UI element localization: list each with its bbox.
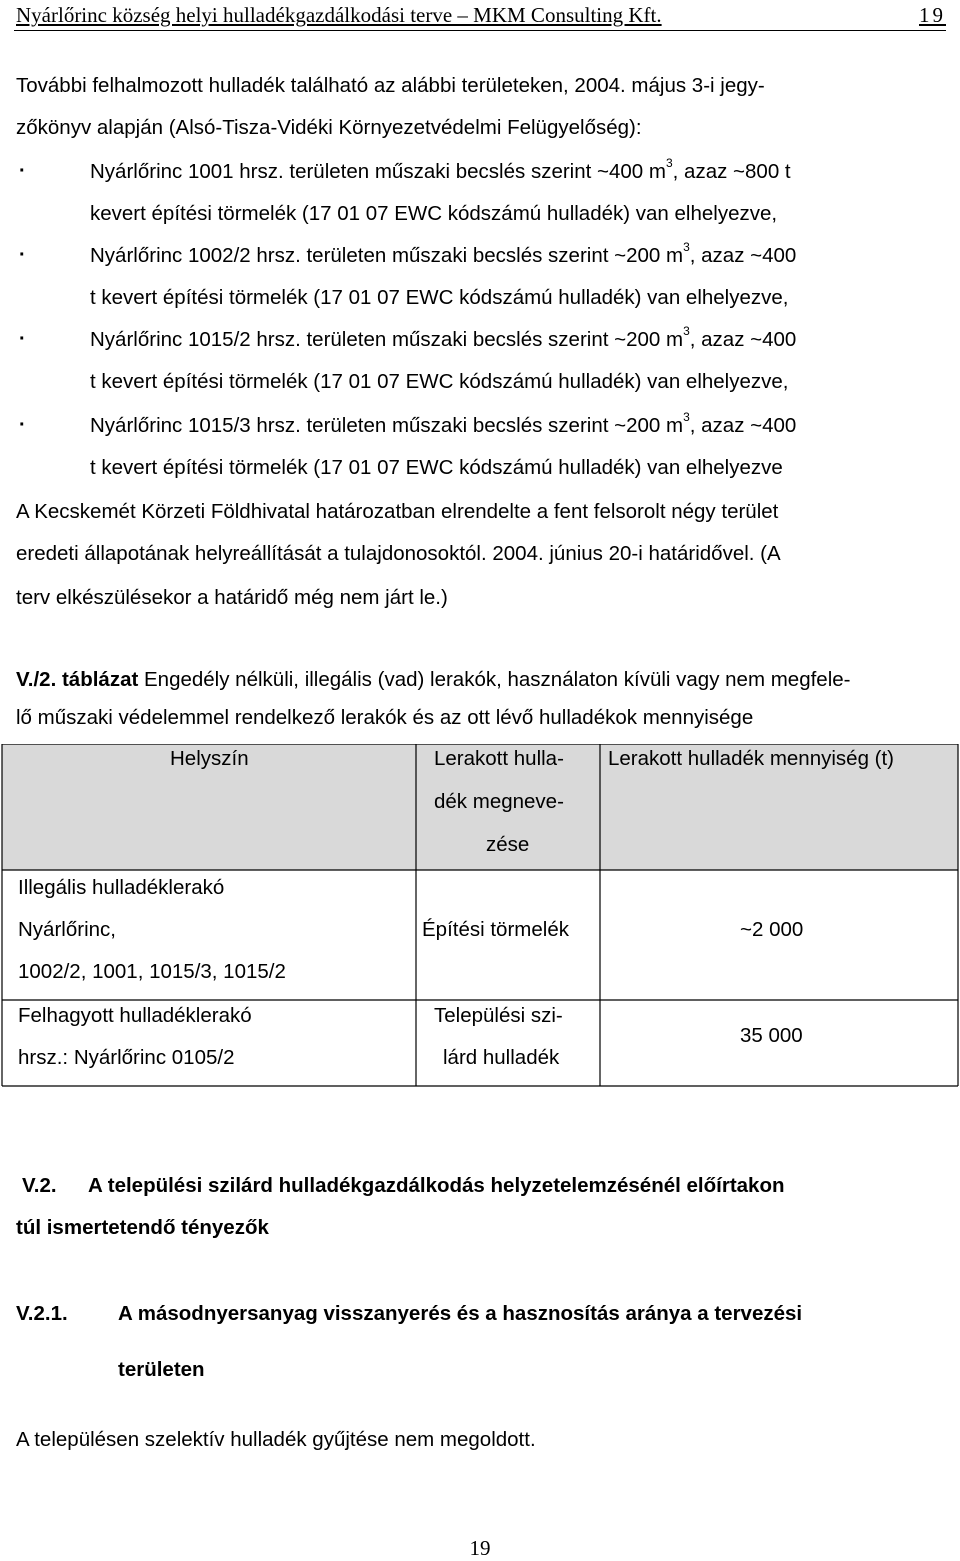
table-header-quantity: Lerakott hulladék mennyiség (t) — [608, 747, 895, 770]
table-header-waste-name-line-1: Lerakott hulla- — [434, 747, 564, 770]
table-caption-line-2: lő műszaki védelemmel rendelkező lerakók és az ott lévő hulladékok mennyisége — [16, 706, 754, 729]
table-row-1-location-line-2: Nyárlőrinc, — [18, 918, 116, 941]
section-v21-title-line-1: A másodnyersanyag visszanyerés és a hasznosítás aránya a tervezési — [118, 1302, 803, 1325]
table-header-location: Helyszín — [170, 747, 249, 770]
footer-page-number: 19 — [469, 1536, 491, 1560]
closing-sentence: A településen szelektív hulladék gyűjtése nem megoldott. — [16, 1428, 536, 1451]
table-row-2-waste-name-line-1: Települési szi- — [434, 1004, 563, 1027]
section-v2-title-line-2: túl ismertetendő tényezők — [16, 1216, 269, 1239]
intro-line-1: További felhalmozott hulladék található az alábbi területeken, 2004. május 3-i jegy- — [16, 74, 765, 97]
table-row-1-waste-name: Építési törmelék — [422, 918, 569, 941]
table-row-1-quantity: ~2 000 — [740, 918, 804, 941]
page-header — [14, 0, 946, 31]
paragraph-2-line-2: eredeti állapotának helyreállítását a tulajdonosoktól. 2004. június 20-i határidővel. (A — [16, 542, 781, 565]
table-row-2-location-line-2: hrsz.: Nyárlőrinc 0105/2 — [18, 1046, 235, 1069]
paragraph-2-line-3: terv elkészülésekor a határidő még nem járt le.) — [16, 586, 448, 609]
bullet-item-2-line-1: Nyárlőrinc 1002/2 hrsz. területen műszaki becslés szerint ~200 $m^3$, azaz ~400 — [90, 240, 797, 267]
paragraph-2-line-1: A Kecskemét Körzeti Földhivatal határozatban elrendelte a fent felsorolt négy terület — [16, 500, 779, 523]
table-header-waste-name-line-3: zése — [486, 833, 530, 856]
bullet-item-4-line-1: Nyárlőrinc 1015/3 hrsz. területen műszaki becslés szerint ~200 $m^3$, azaz ~400 — [90, 410, 797, 437]
table-row-2-location-line-1: Felhagyott hulladéklerakó — [18, 1004, 252, 1027]
bullet-marker: · — [19, 414, 26, 436]
bullet-marker: · — [19, 244, 26, 266]
section-v21-title-line-2: területen — [118, 1358, 205, 1381]
bullet-marker: · — [19, 328, 26, 350]
table-row-2-waste-name-line-2: lárd hulladék — [443, 1046, 560, 1069]
section-v2-title-line-1: A települési szilárd hulladékgazdálkodás helyzetelemzésénél előírtakon — [88, 1174, 785, 1197]
section-v2-number: V.2. — [22, 1174, 57, 1197]
bullet-item-1-line-1: Nyárlőrinc 1001 hrsz. területen műszaki becslés szerint ~400 $m^3$, azaz ~800 t — [90, 156, 791, 183]
table-row-2-quantity: 35 000 — [740, 1024, 803, 1047]
bullet-item-2-line-2: t kevert építési törmelék (17 01 07 EWC kódszámú hulladék) van elhelyezve, — [90, 286, 789, 309]
header-title: Nyárlőrinc község helyi hulladékgazdálkodási terve – MKM Consulting Kft. — [16, 3, 662, 27]
table-caption-line-1: V./2. táblázat Engedély nélküli, illegális (vad) lerakók, használaton kívüli vagy nem megfele- — [16, 668, 851, 691]
header-page-number: 19 — [919, 3, 946, 27]
table-row-1-location-line-3: 1002/2, 1001, 1015/3, 1015/2 — [18, 960, 286, 983]
section-v21-number: V.2.1. — [16, 1302, 68, 1325]
table-header-waste-name-line-2: dék megneve- — [434, 790, 564, 813]
bullet-item-4-line-2: t kevert építési törmelék (17 01 07 EWC kódszámú hulladék) van elhelyezve — [90, 456, 783, 479]
intro-line-2: zőkönyv alapján (Alsó-Tisza-Vidéki Környezetvédelmi Felügyelőség): — [16, 116, 642, 139]
bullet-item-3-line-1: Nyárlőrinc 1015/2 hrsz. területen műszaki becslés szerint ~200 $m^3$, azaz ~400 — [90, 324, 797, 351]
bullet-item-1-line-2: kevert építési törmelék (17 01 07 EWC kódszámú hulladék) van elhelyezve, — [90, 202, 778, 225]
bullet-item-3-line-2: t kevert építési törmelék (17 01 07 EWC kódszámú hulladék) van elhelyezve, — [90, 370, 789, 393]
bullet-marker: · — [19, 160, 26, 182]
table-row-1-location-line-1: Illegális hulladéklerakó — [18, 876, 225, 899]
